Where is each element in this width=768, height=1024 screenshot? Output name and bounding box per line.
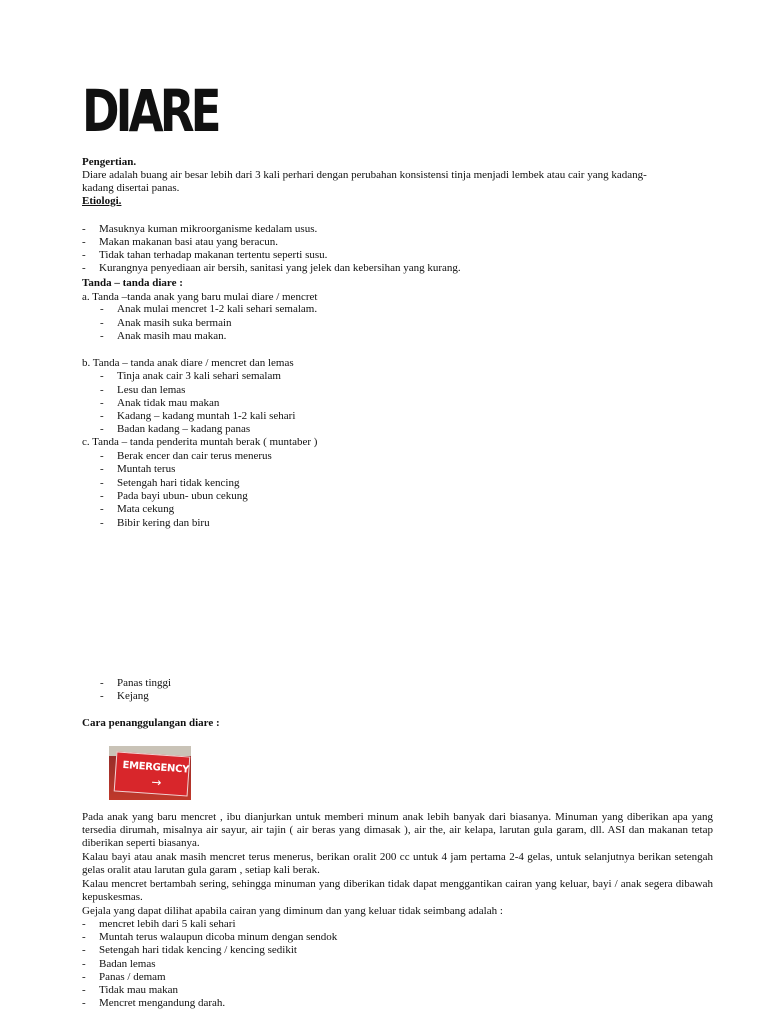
pengertian-line-2: kadang disertai panas. (82, 182, 180, 194)
list-item-text: Kadang – kadang muntah 1-2 kali sehari (117, 410, 296, 422)
list-item-text: Setengah hari tidak kencing / kencing sedikit (99, 944, 297, 956)
list-item-text: Masuknya kuman mikroorganisme kedalam usus. (99, 223, 318, 235)
list-dash: - (100, 423, 104, 435)
list-dash: - (100, 517, 104, 529)
list-dash: - (100, 317, 104, 329)
etiologi-heading: Etiologi. (82, 195, 122, 207)
list-item-text: Bibir kering dan biru (117, 517, 210, 529)
list-dash: - (100, 490, 104, 502)
list-item-text: Tinja anak cair 3 kali sehari semalam (117, 370, 281, 382)
list-dash: - (100, 384, 104, 396)
list-item-text: Mencret mengandung darah. (99, 997, 226, 1009)
cara-paragraph-3: Kalau mencret bertambah sering, sehingga minuman yang diberikan tidak dapat menggantikan cairan yang keluar, bayi / anak segera dibawah kepuskesmas. (82, 878, 713, 903)
list-dash: - (82, 223, 86, 235)
list-item-text: Pada bayi ubun- ubun cekung (117, 490, 248, 502)
sign-text: EMERGENCY (122, 759, 190, 776)
list-item-text: Tidak tahan terhadap makanan tertentu seperti susu. (99, 249, 328, 261)
list-dash: - (100, 477, 104, 489)
list-dash: - (100, 450, 104, 462)
list-item-text: Mata cekung (117, 503, 175, 515)
list-dash: - (82, 236, 86, 248)
cara-heading: Cara penanggulangan diare : (82, 717, 220, 729)
cara-paragraph-1: Pada anak yang baru mencret , ibu dianjurkan untuk memberi minum anak lebih banyak dari biasanya. Minuman yang diberikan apa yang tersedia dirumah, misalnya air sayur, air tajin ( air beras yang dimasak ), air the, air kelapa, larutan gula garam, dll. ASI dan makanan tetap diberikan seperti biasanya. (82, 811, 713, 849)
list-dash: - (100, 463, 104, 475)
list-item-text: Anak masih mau makan. (117, 330, 227, 342)
list-item-text: Badan lemas (99, 958, 156, 970)
list-dash: - (82, 262, 86, 274)
list-item-text: Setengah hari tidak kencing (117, 477, 240, 489)
tanda-b-title: b. Tanda – tanda anak diare / mencret dan lemas (82, 357, 294, 369)
list-item-text: Lesu dan lemas (117, 384, 186, 396)
list-item-text: Muntah terus (117, 463, 176, 475)
diare-logo: DIARE (82, 77, 218, 145)
cara-paragraph-2: Kalau bayi atau anak masih mencret terus menerus, berikan oralit 200 cc untuk 4 jam pertama 2-4 gelas, untuk selanjutnya berikan setengah gelas oralit atau larutan gula garam , setiap kali berak. (82, 851, 713, 876)
list-item-text: Berak encer dan cair terus menerus (117, 450, 272, 462)
list-item-text: Anak mulai mencret 1-2 kali sehari semalam. (117, 303, 318, 315)
list-item-text: mencret lebih dari 5 kali sehari (99, 918, 236, 930)
tanda-c-title: c. Tanda – tanda penderita muntah berak ( muntaber ) (82, 436, 318, 448)
tanda-a-title: a. Tanda –tanda anak yang baru mulai diare / mencret (82, 291, 318, 303)
list-dash: - (100, 503, 104, 515)
list-dash: - (82, 249, 86, 261)
list-item-text: Panas tinggi (117, 677, 172, 689)
arrow-right-icon: → (150, 774, 162, 790)
list-item-text: Anak tidak mau makan (117, 397, 220, 409)
list-dash: - (82, 971, 86, 983)
sign-plate (114, 751, 191, 796)
gejala-title: Gejala yang dapat dilihat apabila cairan yang diminum dan yang keluar tidak seimbang adalah : (82, 905, 503, 917)
list-dash: - (100, 370, 104, 382)
list-dash: - (82, 997, 86, 1009)
list-dash: - (82, 958, 86, 970)
list-dash: - (82, 944, 86, 956)
list-dash: - (82, 931, 86, 943)
pengertian-heading: Pengertian. (82, 156, 137, 168)
list-item-text: Anak masih suka bermain (117, 317, 232, 329)
list-dash: - (100, 677, 104, 689)
tanda-heading: Tanda – tanda diare : (82, 277, 183, 289)
list-dash: - (100, 690, 104, 702)
emergency-sign-image (109, 746, 191, 800)
list-item-text: Muntah terus walaupun dicoba minum dengan sendok (99, 931, 338, 943)
list-item-text: Kejang (117, 690, 149, 702)
list-item-text: Kurangnya penyediaan air bersih, sanitasi yang jelek dan kebersihan yang kurang. (99, 262, 461, 274)
list-dash: - (100, 410, 104, 422)
list-dash: - (82, 918, 86, 930)
pengertian-line-1: Diare adalah buang air besar lebih dari 3 kali perhari dengan perubahan konsistensi tinja menjadi lembek atau cair yang kadang- (82, 169, 647, 181)
list-item-text: Panas / demam (99, 971, 166, 983)
list-item-text: Tidak mau makan (99, 984, 179, 996)
list-dash: - (100, 330, 104, 342)
list-item-text: Badan kadang – kadang panas (117, 423, 251, 435)
list-dash: - (82, 984, 86, 996)
list-dash: - (100, 397, 104, 409)
list-item-text: Makan makanan basi atau yang beracun. (99, 236, 278, 248)
list-dash: - (100, 303, 104, 315)
